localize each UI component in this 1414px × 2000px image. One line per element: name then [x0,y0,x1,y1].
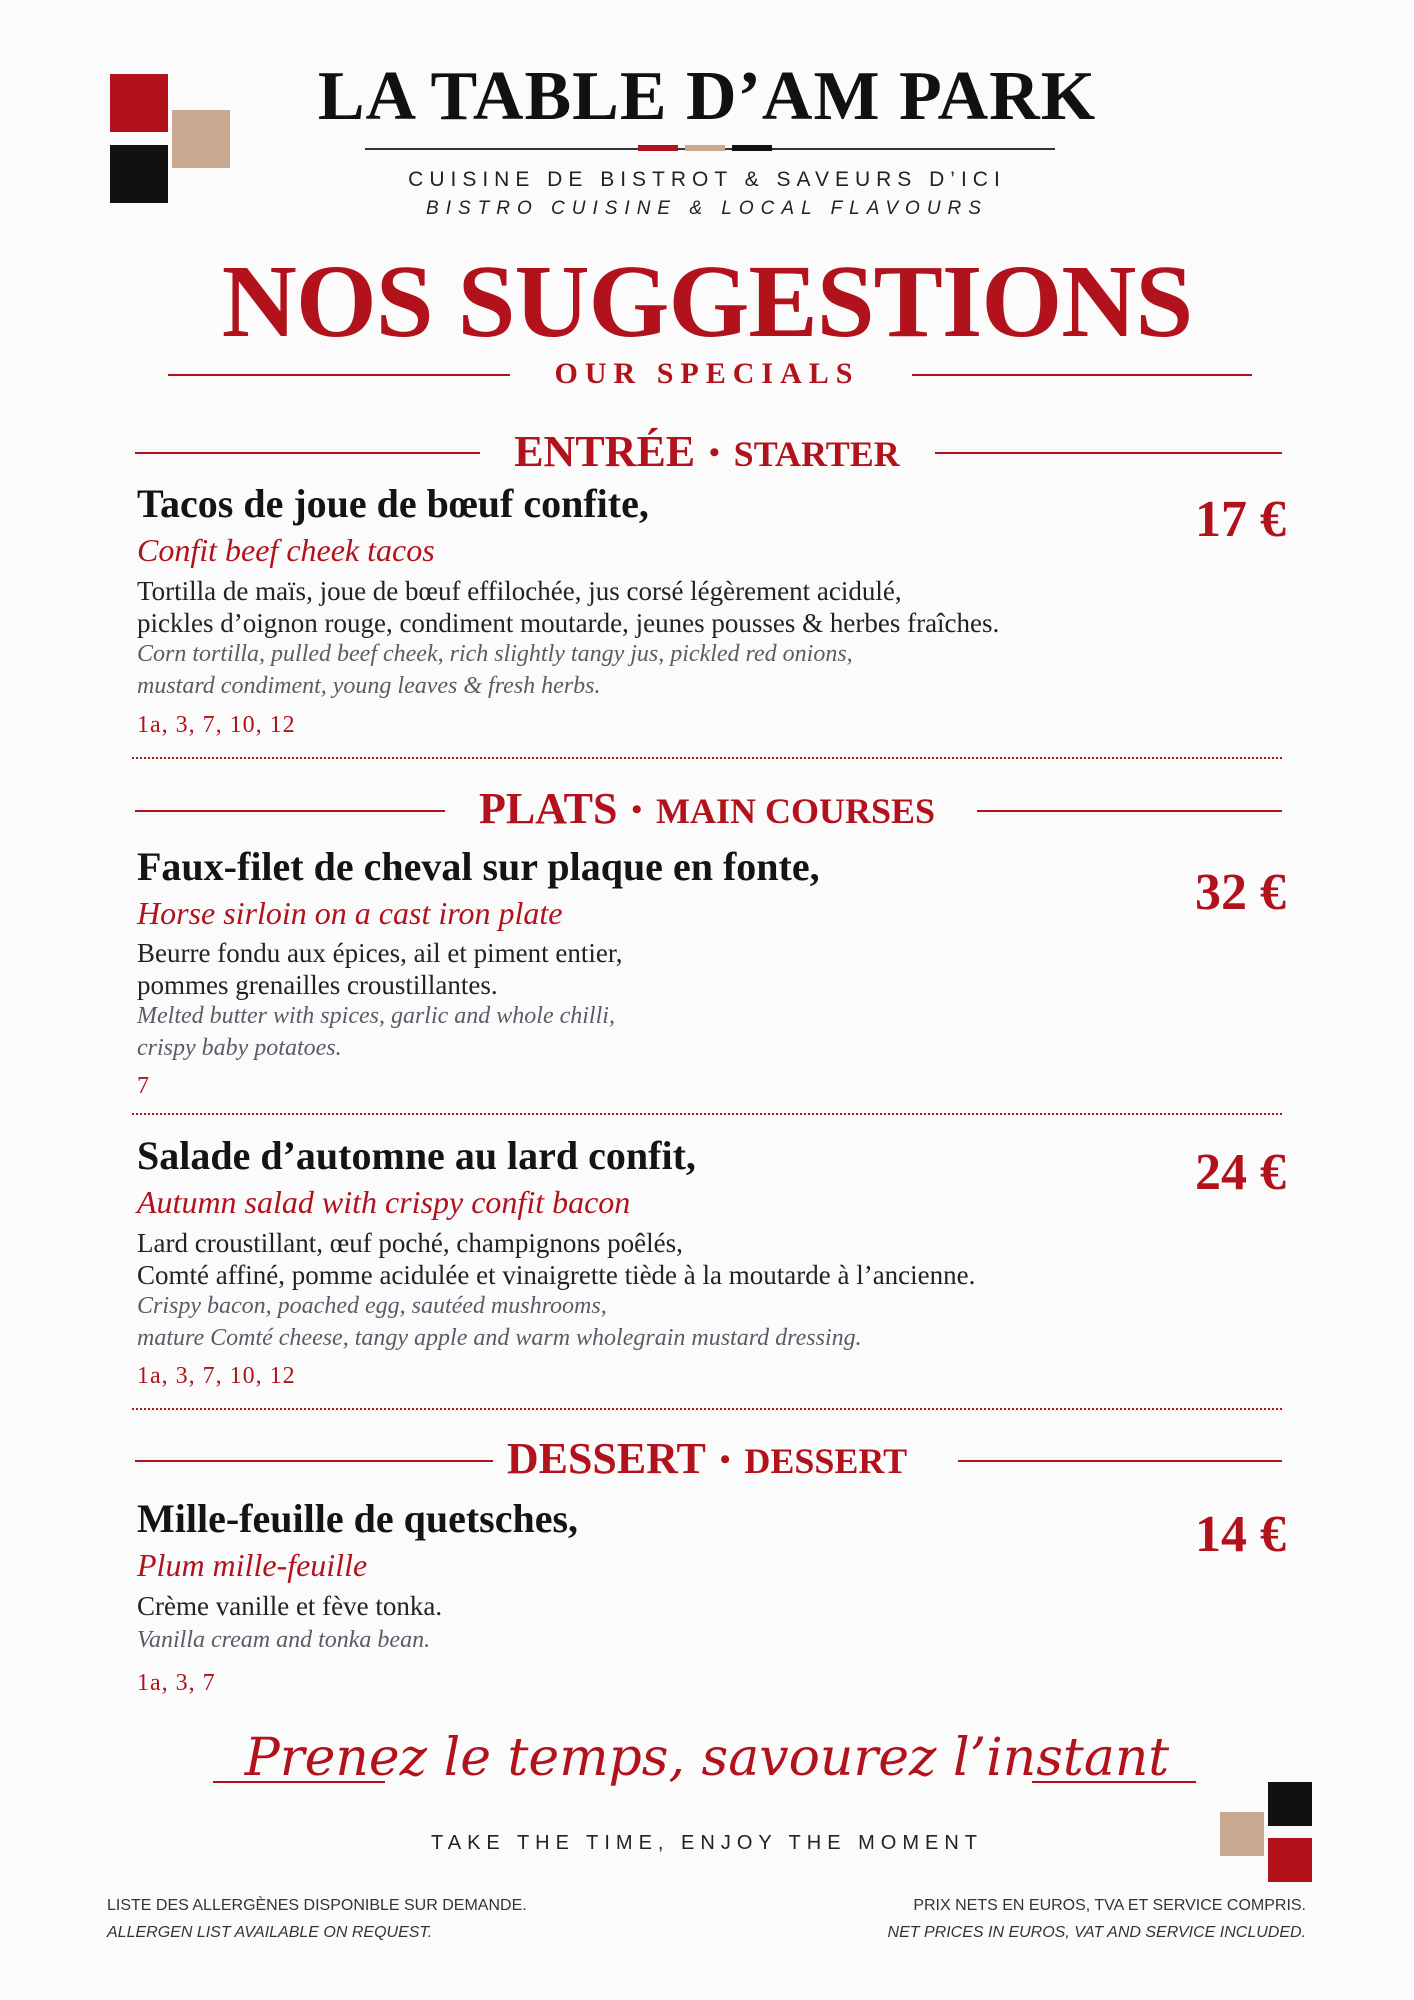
item-description-fr: Crème vanille et fève tonka. [137,1591,443,1621]
footer-price-note [888,1892,1306,1946]
logo-square-red [1268,1838,1312,1882]
item-title-en: Horse sirloin on a cast iron plate [137,895,563,931]
brand-bar-red [638,145,678,151]
brand-bar-beige [685,145,725,151]
footer-left-fr: LISTE DES ALLERGÈNES DISPONIBLE SUR DEMANDE. [107,1897,527,1914]
section-heading-main-courses [0,784,1414,833]
page-title: NOS SUGGESTIONS [221,244,1193,359]
restaurant-name: LA TABLE D’AM PARK [317,58,1097,135]
item-title-en: Autumn salad with crispy confit bacon [137,1184,631,1220]
item-allergens: 7 [137,1073,150,1099]
item-title: Mille-feuille de quetsches, [137,1496,579,1541]
section-separator: • [709,436,720,469]
item-description-en: Corn tortilla, pulled beef cheek, rich slightly tangy jus, pickled red onions, mustard condiment, young leaves & fresh herbs. [137,641,853,699]
footer-allergen-note [107,1892,527,1946]
item-price: 17 € [1195,491,1286,548]
dotted-divider [132,1113,1282,1115]
dotted-divider [132,1408,1282,1410]
slogan-fr: Prenez le temps, savourez l’instant [244,1728,1170,1788]
footer-left-en: ALLERGEN LIST AVAILABLE ON REQUEST. [107,1924,433,1941]
logo-square-black [1268,1782,1312,1826]
section-separator: • [631,793,643,826]
section-title-fr: PLATS [478,784,618,833]
item-allergens: 1a, 3, 7, 10, 12 [137,1363,296,1389]
brand-subtitle-en: BISTRO CUISINE & LOCAL FLAVOURS [426,198,988,219]
item-description-en: Vanilla cream and tonka bean. [137,1627,431,1653]
slogan-en: TAKE THE TIME, ENJOY THE MOMENT [431,1832,983,1854]
item-description-en: Melted butter with spices, garlic and whole chilli, crispy baby potatoes. [137,1003,615,1061]
section-title-en: STARTER [733,434,900,474]
item-title-en: Confit beef cheek tacos [137,532,435,568]
page-subtitle: OUR SPECIALS [554,357,860,390]
item-description-fr: Tortilla de maïs, joue de bœuf effilochée, jus corsé légèrement acidulé, pickles d’oignon rouge, condiment moutarde, jeunes pousses & herbes fraîches. [137,576,1000,638]
item-title-en: Plum mille-feuille [137,1547,368,1583]
item-price: 32 € [1195,864,1286,921]
brand-bar-black [732,145,772,151]
footer-right-fr: PRIX NETS EN EUROS, TVA ET SERVICE COMPRIS. [913,1897,1306,1914]
section-title-fr: DESSERT [506,1434,706,1483]
item-allergens: 1a, 3, 7 [137,1670,216,1696]
item-title: Salade d’automne au lard confit, [137,1133,696,1178]
footer-right-en: NET PRICES IN EUROS, VAT AND SERVICE INCLUDED. [887,1924,1306,1941]
brand-subtitle-fr: CUISINE DE BISTROT & SAVEURS D’ICI [408,168,1006,191]
item-title: Faux-filet de cheval sur plaque en fonte, [137,844,820,889]
item-title: Tacos de joue de bœuf confite, [137,481,649,526]
item-price: 24 € [1195,1144,1286,1201]
section-title-en: DESSERT [744,1441,908,1481]
section-separator: • [719,1443,731,1476]
section-title-en: MAIN COURSES [656,791,936,831]
section-heading-dessert [0,1434,1414,1483]
item-description-fr: Beurre fondu aux épices, ail et piment entier, pommes grenailles croustillantes. [137,938,623,1000]
logo-square-beige [1220,1812,1264,1856]
item-allergens: 1a, 3, 7, 10, 12 [137,712,296,738]
item-price: 14 € [1195,1506,1286,1563]
item-description-fr: Lard croustillant, œuf poché, champignons poêlés, Comté affiné, pomme acidulée et vinaigrette tiède à la moutarde à l’ancienne. [137,1228,976,1290]
section-heading-starter [0,427,1414,476]
item-description-en: Crispy bacon, poached egg, sautéed mushrooms, mature Comté cheese, tangy apple and warm wholegrain mustard dressing. [137,1293,862,1351]
dotted-divider [132,757,1282,759]
section-title-fr: ENTRÉE [514,427,696,476]
